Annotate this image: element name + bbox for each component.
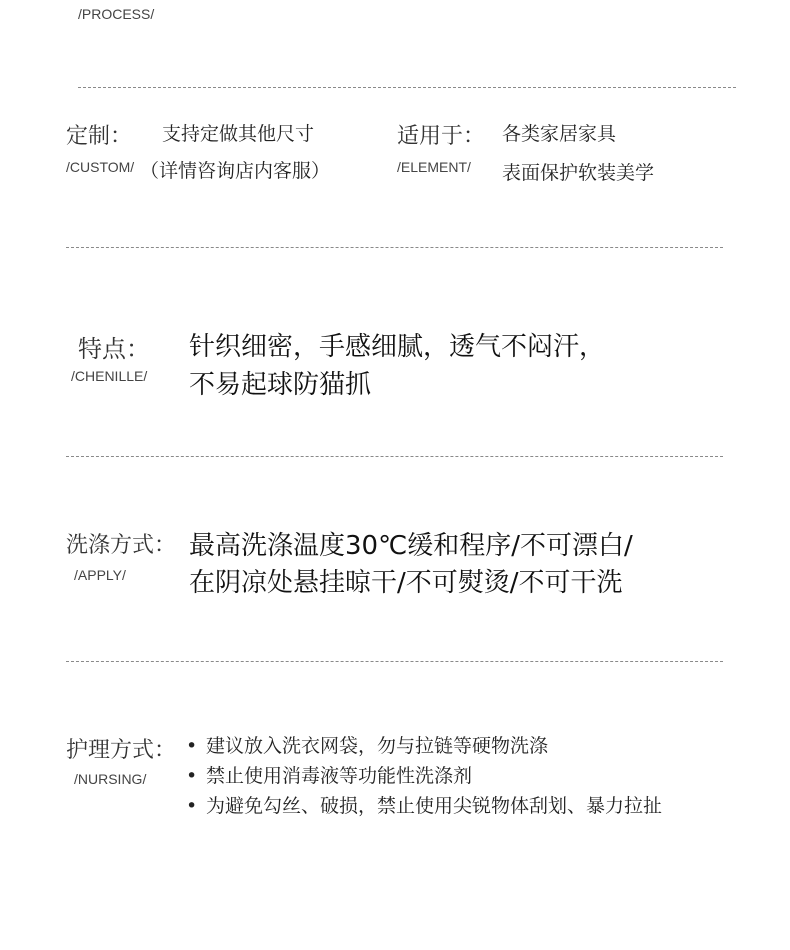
custom-label: 定制：	[66, 124, 133, 149]
divider-3	[66, 661, 723, 662]
custom-line-1: 支持定做其他尺寸	[162, 123, 315, 145]
list-item: • 禁止使用消毒液等功能性洗涤剂	[186, 761, 662, 791]
features-label: 特点：	[78, 335, 150, 363]
list-item: • 为避免勾丝、破损，禁止使用尖锐物体刮划、暴力拉扯	[186, 791, 662, 821]
bullet-icon: •	[186, 765, 198, 787]
washing-label: 洗涤方式：	[66, 533, 177, 558]
element-en-label: /ELEMENT/	[397, 159, 471, 175]
list-item: • 建议放入洗衣网袋，勿与拉链等硬物洗涤	[186, 731, 662, 761]
features-line-1: 针织细密，手感细腻，透气不闷汗，	[189, 332, 606, 362]
process-tag: /PROCESS/	[78, 6, 155, 22]
care-en-label: /NURSING/	[74, 771, 147, 787]
divider-2	[66, 456, 723, 457]
washing-line-1: 最高洗涤温度30℃缓和程序/不可漂白/	[189, 531, 633, 561]
divider-1	[66, 247, 723, 248]
element-line-2: 表面保护软装美学	[502, 162, 655, 184]
bullet-icon: •	[186, 795, 198, 817]
features-line-2: 不易起球防猫抓	[189, 370, 372, 400]
bullet-icon: •	[186, 735, 198, 757]
custom-en-label: /CUSTOM/	[66, 159, 135, 175]
element-label: 适用于：	[397, 124, 486, 149]
washing-en-label: /APPLY/	[74, 567, 126, 583]
features-en-label: /CHENILLE/	[71, 368, 148, 384]
divider-top	[78, 87, 736, 88]
care-label: 护理方式：	[66, 738, 177, 763]
custom-line-2: （详情咨询店内客服）	[140, 160, 331, 182]
washing-line-2: 在阴凉处悬挂晾干/不可熨烫/不可干洗	[189, 568, 623, 598]
element-line-1: 各类家居家具	[502, 123, 617, 145]
care-list	[186, 731, 662, 821]
